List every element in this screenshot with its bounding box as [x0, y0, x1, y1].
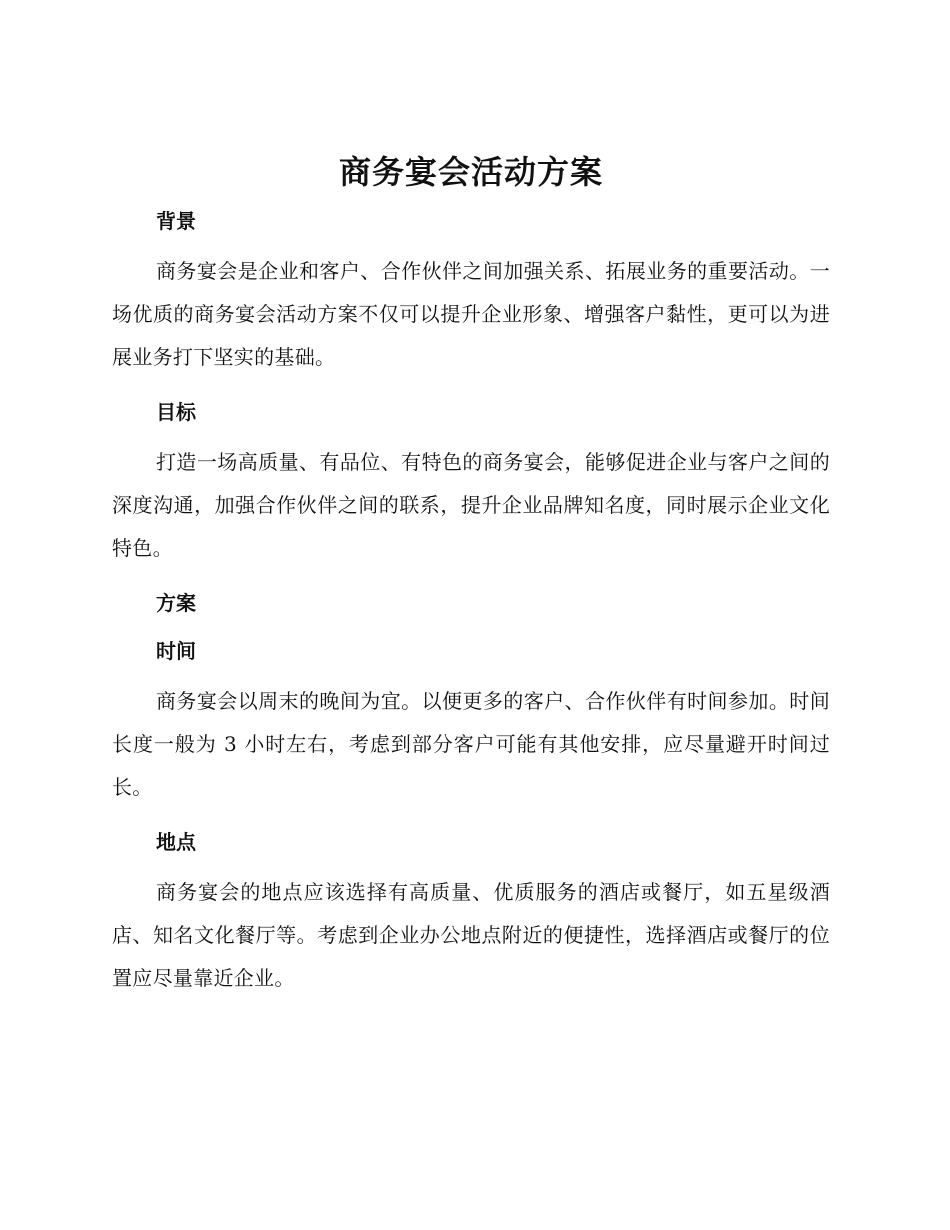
heading-location: 地点 [156, 830, 196, 854]
heading-time: 时间 [156, 639, 196, 663]
heading-background: 背景 [156, 209, 196, 233]
document-title: 商务宴会活动方案 [338, 153, 603, 191]
paragraph-goal: 打造一场高质量、有品位、有特色的商务宴会，能够促进企业与客户之间的深度沟通，加强合作伙伴之间的联系，提升企业品牌知名度，同时展示企业文化特色。 [112, 450, 830, 560]
paragraph-background: 商务宴会是企业和客户、合作伙伴之间加强关系、拓展业务的重要活动。一场优质的商务宴会活动方案不仅可以提升企业形象、增强客户黏性，更可以为进展业务打下坚实的基础。 [112, 259, 830, 369]
heading-plan: 方案 [156, 591, 196, 615]
heading-goal: 目标 [156, 400, 196, 424]
paragraph-time: 商务宴会以周末的晚间为宜。以便更多的客户、合作伙伴有时间参加。时间长度一般为 3 小时左右，考虑到部分客户可能有其他安排，应尽量避开时间过长。 [112, 689, 830, 799]
document-body [112, 148, 830, 1000]
paragraph-location: 商务宴会的地点应该选择有高质量、优质服务的酒店或餐厅，如五星级酒店、知名文化餐厅等。考虑到企业办公地点附近的便捷性，选择酒店或餐厅的位置应尽量靠近企业。 [112, 880, 830, 990]
